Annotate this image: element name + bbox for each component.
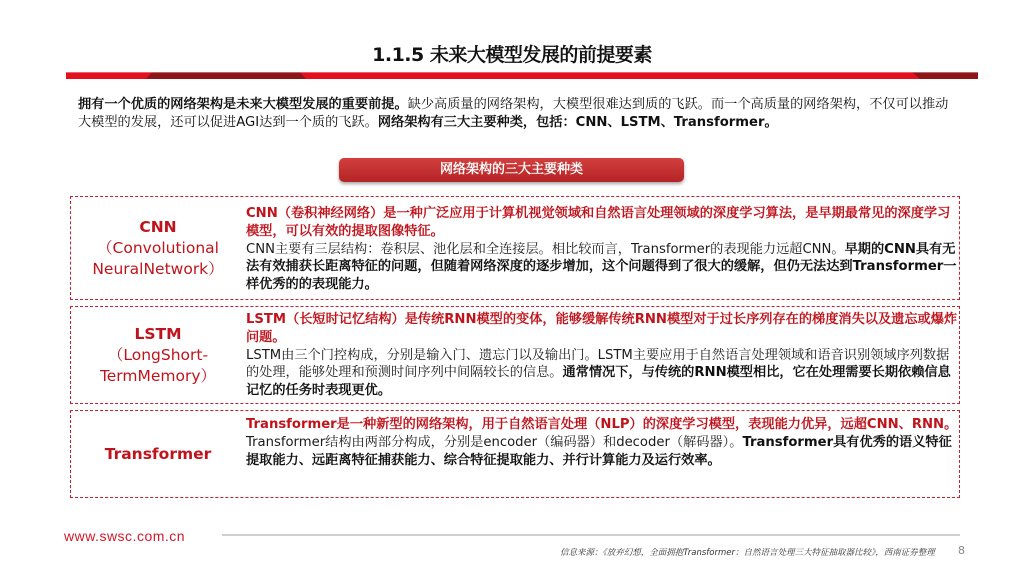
intro-bold-lead: 拥有一个优质的网络架构是未来大模型发展的重要前提。	[78, 97, 408, 112]
description-highlight: Transformer是一种新型的网络架构，用于自然语言处理（NLP）的深度学习模型，表现能力优异，远超CNN、RNN。	[246, 417, 958, 432]
architecture-description	[246, 416, 958, 469]
footer-divider	[222, 534, 960, 536]
description-normal: CNN主要有三层结构：卷积层、池化层和全连接层。相比较而言，Transformer的表现能力远超CNN。	[246, 241, 845, 257]
description-bold: 通常情况下，与传统的RNN模型相比，它在处理需要长期依赖信息记忆的任务时表现更优。	[246, 365, 951, 399]
architecture-name: Transformer	[104, 444, 212, 463]
footer-website-link[interactable]: www.swsc.com.cn	[64, 528, 186, 544]
title-bar-accent-left	[146, 72, 306, 79]
architecture-full-name: （LongShort-TermMemory）	[99, 345, 217, 385]
architecture-card-transformer	[70, 410, 960, 498]
section-banner: 网络架构的三大主要种类	[339, 158, 684, 182]
intro-bold-tail: 网络架构有三大主要种类，包括：CNN、LSTM、Transformer。	[377, 114, 778, 130]
intro-normal: 缺少高质量的网络架构，大模型很难达到质的飞跃。而一个高质量的网络架构，不仅可以推动大模型的发展，还可以促进AGI达到一个质的飞跃。	[78, 97, 949, 130]
page-title: 1.1.5 未来大模型发展的前提要素	[372, 44, 652, 66]
description-normal: Transformer结构由两部分构成，分别是encoder（编码器）和decoder（解码器）。	[246, 434, 743, 450]
title-bar-accent-right	[912, 72, 978, 79]
architecture-label	[71, 307, 245, 403]
architecture-card-lstm	[70, 306, 960, 404]
architecture-name: LSTM	[134, 324, 182, 343]
description-highlight: CNN（卷积神经网络）是一种广泛应用于计算机视觉领域和自然语言处理领域的深度学习算法，是早期最常见的深度学习模型，可以有效的提取图像特征。	[246, 206, 951, 239]
intro-paragraph	[78, 96, 958, 131]
title-underline-bar	[66, 72, 978, 79]
architecture-full-name: （Convolutional NeuralNetwork）	[92, 238, 224, 278]
description-bold: Transformer具有优秀的语义特征提取能力、远距离特征捕获能力、综合特征提取能力、并行计算能力及运行效率。	[246, 434, 952, 468]
description-normal: LSTM由三个门控构成，分别是输入门、遗忘门以及输出门。LSTM主要应用于自然语言处理领域和语音识别领域序列数据的处理，能够处理和预测时间序列中间隔较长的信息。	[246, 347, 950, 381]
description-bold: 早期的CNN具有无法有效捕获长距离特征的问题，但随着网络深度的逐步增加，这个问题得到了很大的缓解，但仍无法达到Transformer一样优秀的的表现能力。	[246, 241, 957, 293]
architecture-label	[71, 411, 245, 497]
architecture-description	[246, 205, 958, 294]
architecture-label	[71, 197, 245, 299]
page-number: 8	[958, 544, 965, 557]
architecture-card-cnn	[70, 196, 960, 300]
footer-source-note: 信息来源：《放弃幻想，全面拥抱Transformer：自然语言处理三大特征抽取器比较》，西南证券整理	[560, 548, 935, 558]
description-highlight: LSTM（长短时记忆结构）是传统RNN模型的变体，能够缓解传统RNN模型对于过长序列存在的梯度消失以及遗忘或爆炸问题。	[246, 312, 958, 345]
architecture-description	[246, 311, 958, 400]
architecture-name: CNN	[139, 217, 177, 236]
